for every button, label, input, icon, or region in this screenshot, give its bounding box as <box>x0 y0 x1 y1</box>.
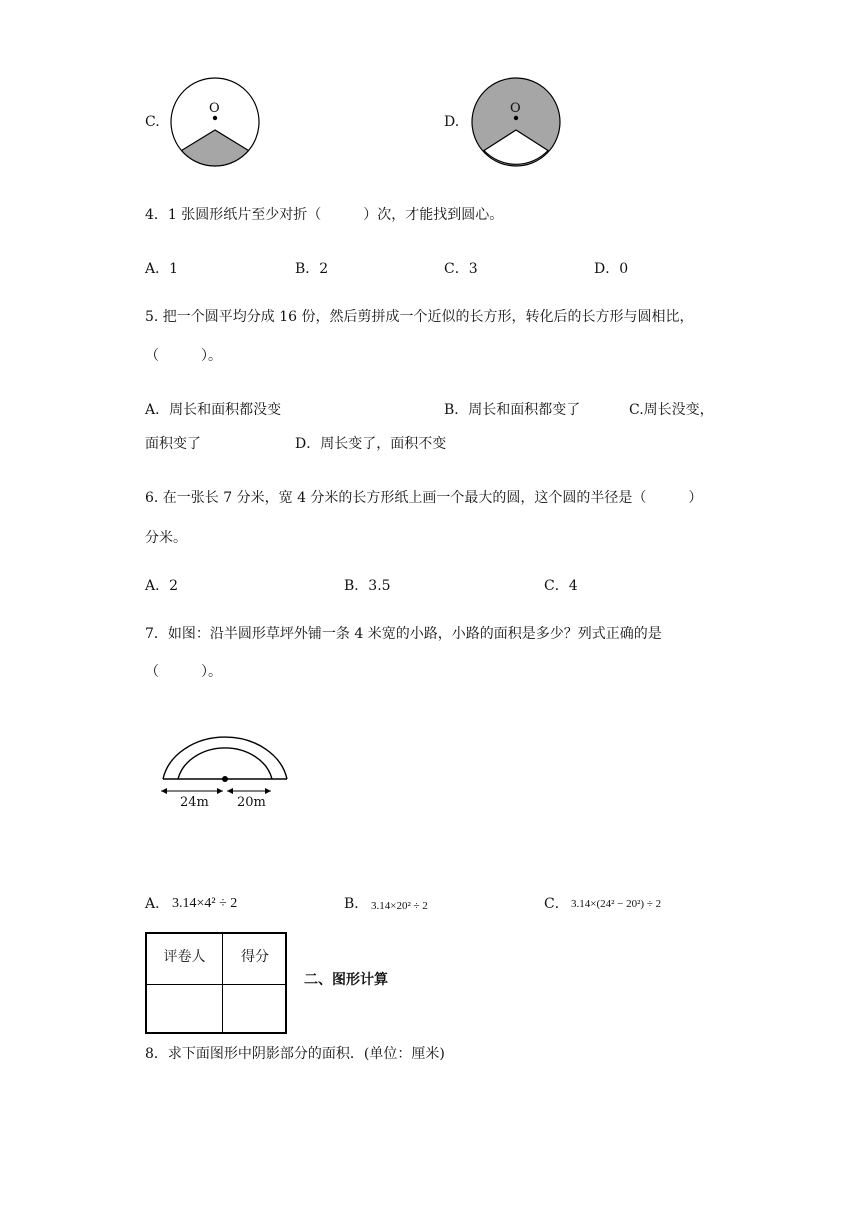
q7-option-a-label: A． <box>145 896 170 912</box>
q5-option-c-part2: 面积变了 <box>145 436 201 452</box>
question-6-stem-line2: 分米。 <box>145 530 187 546</box>
center-label-d: O <box>510 101 521 116</box>
section-title: 二、图形计算 <box>304 972 388 988</box>
table-header-grader: 评卷人 <box>163 949 206 965</box>
dimension-label-24m: 24m <box>180 795 209 810</box>
question-7-stem-line2: （ ）。 <box>145 664 222 680</box>
question-6-stem-line1: 6. 在一张长 7 分米，宽 4 分米的长方形纸上画一个最大的圆，这个圆的半径是（ ） <box>145 490 703 506</box>
option-c-label: C. <box>145 114 160 130</box>
question-8-stem: 8．求下面图形中阴影部分的面积．(单位：厘米) <box>145 1046 445 1062</box>
score-table <box>145 932 287 1034</box>
q5-option-b: B．周长和面积都变了 <box>444 402 581 418</box>
q4-option-a: A．1 <box>145 261 179 277</box>
q7-option-a-expression: 3.14×4² ÷ 2 <box>172 896 238 911</box>
q7-option-c-label: C． <box>544 896 569 912</box>
q5-option-a: A．周长和面积都没变 <box>145 402 282 418</box>
q4-option-d: D．0 <box>594 261 629 277</box>
q6-option-c: C．4 <box>544 578 578 594</box>
question-7-stem-line1: 7．如图：沿半圆形草坪外铺一条 4 米宽的小路，小路的面积是多少？列式正确的是 <box>145 626 662 642</box>
q7-option-c-expression: 3.14×(24² − 20²) ÷ 2 <box>571 898 662 910</box>
q4-option-c: C．3 <box>444 261 478 277</box>
semicircle-path-figure <box>158 724 294 814</box>
center-label-c: O <box>209 101 220 116</box>
dimension-label-20m: 20m <box>237 795 266 810</box>
q5-option-d: D．周长变了，面积不变 <box>295 436 447 452</box>
q4-option-b: B．2 <box>295 261 329 277</box>
q7-option-b-label: B． <box>344 896 369 912</box>
q6-option-b: B．3.5 <box>344 578 391 594</box>
q6-option-a: A．2 <box>145 578 179 594</box>
option-d-label: D. <box>444 114 460 130</box>
circle-figure-d <box>471 78 563 170</box>
q5-option-c-part1: C.周长没变， <box>629 402 714 418</box>
question-5-stem-line2: （ ）。 <box>145 348 222 364</box>
table-divider-horizontal <box>147 984 285 985</box>
table-header-score: 得分 <box>241 949 269 965</box>
q7-option-b-expression: 3.14×20² ÷ 2 <box>371 900 428 912</box>
question-4-stem: 4．1 张圆形纸片至少对折（ ）次，才能找到圆心。 <box>145 207 504 223</box>
circle-figure-c <box>170 78 262 170</box>
question-5-stem-line1: 5. 把一个圆平均分成 16 份，然后剪拼成一个近似的长方形，转化后的长方形与圆相比， <box>145 309 694 325</box>
